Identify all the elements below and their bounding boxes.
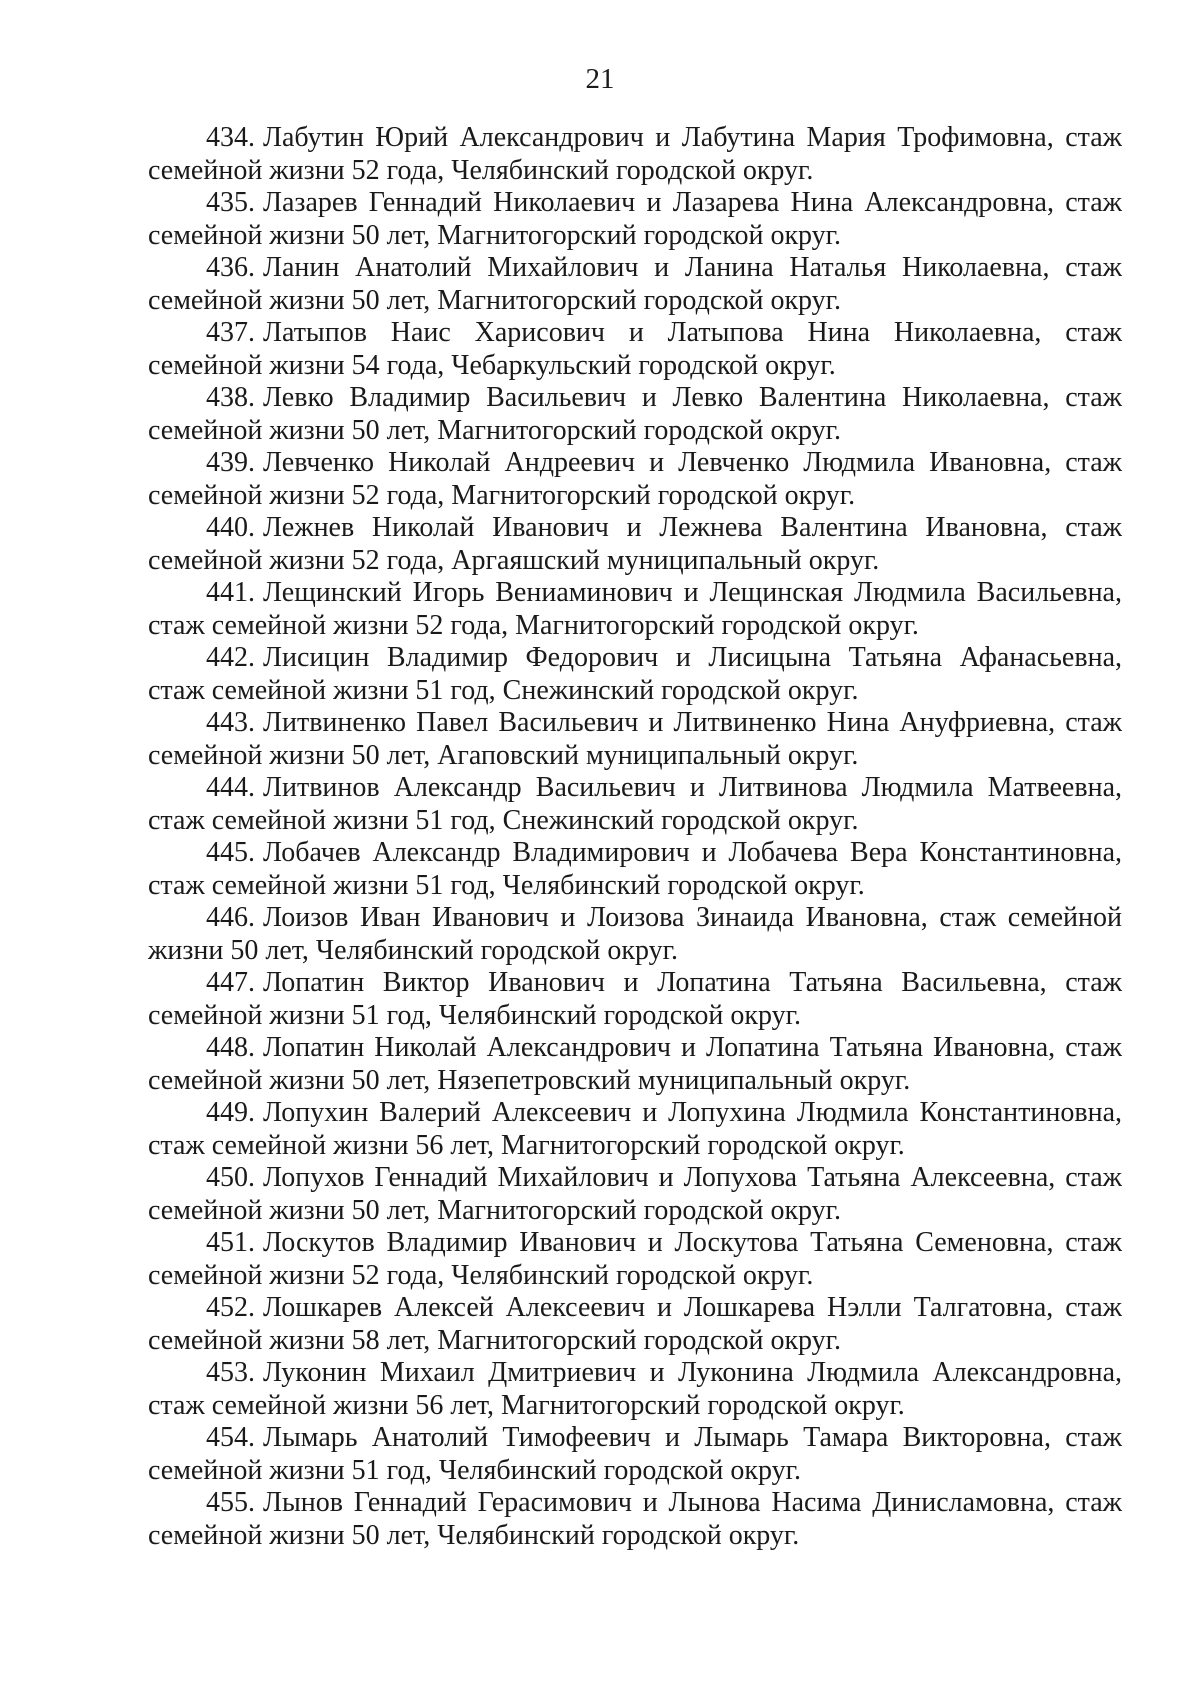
entry-text: Ланин Анатолий Михайлович и Ланина Наталья Николаевна, стаж семейной жизни 50 лет, Магнитогорский городской округ. xyxy=(148,252,1122,316)
list-item xyxy=(148,122,1122,187)
entry-text: Лынов Геннадий Герасимович и Лынова Насима Динисламовна, стаж семейной жизни 50 лет, Челябинский городской округ. xyxy=(148,1487,1122,1551)
entry-text: Литвинов Александр Васильевич и Литвинова Людмила Матвеевна, стаж семейной жизни 51 год, Снежинский городской округ. xyxy=(148,772,1122,836)
entry-number: 453. xyxy=(206,1357,255,1388)
entry-text: Лоизов Иван Иванович и Лоизова Зинаида Ивановна, стаж семейной жизни 50 лет, Челябинский городской округ. xyxy=(148,902,1122,966)
list-item xyxy=(148,447,1122,512)
entry-number: 448. xyxy=(206,1032,255,1063)
entry-number: 445. xyxy=(206,837,255,868)
entry-number: 444. xyxy=(206,772,255,803)
list-item xyxy=(148,902,1122,967)
entry-number: 434. xyxy=(206,122,255,153)
list-item xyxy=(148,512,1122,577)
list-item xyxy=(148,252,1122,317)
entry-number: 450. xyxy=(206,1162,255,1193)
entry-text: Левченко Николай Андреевич и Левченко Людмила Ивановна, стаж семейной жизни 52 года, Магнитогорский городской округ. xyxy=(148,447,1122,511)
entry-number: 441. xyxy=(206,577,255,608)
entry-number: 447. xyxy=(206,967,255,998)
list-item xyxy=(148,1422,1122,1487)
page-number: 21 xyxy=(585,63,615,95)
list-item xyxy=(148,1162,1122,1227)
entry-number: 439. xyxy=(206,447,255,478)
list-item xyxy=(148,317,1122,382)
entry-text: Лопатин Николай Александрович и Лопатина Татьяна Ивановна, стаж семейной жизни 50 лет, Нязепетровский муниципальный округ. xyxy=(148,1032,1122,1096)
entry-number: 443. xyxy=(206,707,255,738)
entry-text: Лобачев Александр Владимирович и Лобачева Вера Константиновна, стаж семейной жизни 51 год, Челябинский городской округ. xyxy=(148,837,1122,901)
entry-text: Луконин Михаил Дмитриевич и Луконина Людмила Александровна, стаж семейной жизни 56 лет, Магнитогорский городской округ. xyxy=(148,1357,1122,1421)
entry-number: 435. xyxy=(206,187,255,218)
list-item xyxy=(148,1292,1122,1357)
entry-list xyxy=(148,122,1122,1552)
entry-text: Лымарь Анатолий Тимофеевич и Лымарь Тамара Викторовна, стаж семейной жизни 51 год, Челябинский городской округ. xyxy=(148,1422,1122,1486)
entry-text: Лисицин Владимир Федорович и Лисицына Татьяна Афанасьевна, стаж семейной жизни 51 год, Снежинский городской округ. xyxy=(148,642,1122,706)
list-item xyxy=(148,1032,1122,1097)
list-item xyxy=(148,382,1122,447)
entry-number: 452. xyxy=(206,1292,255,1323)
entry-text: Левко Владимир Васильевич и Левко Валентина Николаевна, стаж семейной жизни 50 лет, Магнитогорский городской округ. xyxy=(148,382,1122,446)
list-item xyxy=(148,837,1122,902)
entry-text: Литвиненко Павел Васильевич и Литвиненко Нина Ануфриевна, стаж семейной жизни 50 лет, Агаповский муниципальный округ. xyxy=(148,707,1122,771)
entry-text: Латыпов Наис Харисович и Латыпова Нина Николаевна, стаж семейной жизни 54 года, Чебаркульский городской округ. xyxy=(148,317,1122,381)
list-item xyxy=(148,642,1122,707)
entry-text: Лошкарев Алексей Алексеевич и Лошкарева Нэлли Талгатовна, стаж семейной жизни 58 лет, Магнитогорский городской округ. xyxy=(148,1292,1122,1356)
entry-number: 454. xyxy=(206,1422,255,1453)
entry-number: 455. xyxy=(206,1487,255,1518)
list-item xyxy=(148,187,1122,252)
entry-number: 437. xyxy=(206,317,255,348)
list-item xyxy=(148,967,1122,1032)
list-item xyxy=(148,772,1122,837)
list-item xyxy=(148,577,1122,642)
entry-number: 436. xyxy=(206,252,255,283)
entry-text: Лопухов Геннадий Михайлович и Лопухова Татьяна Алексеевна, стаж семейной жизни 50 лет, Магнитогорский городской округ. xyxy=(148,1162,1122,1226)
entry-text: Лоскутов Владимир Иванович и Лоскутова Татьяна Семеновна, стаж семейной жизни 52 года, Челябинский городской округ. xyxy=(148,1227,1122,1291)
entry-number: 440. xyxy=(206,512,255,543)
list-item xyxy=(148,1487,1122,1552)
entry-number: 449. xyxy=(206,1097,255,1128)
entry-number: 438. xyxy=(206,382,255,413)
list-item xyxy=(148,707,1122,772)
list-item xyxy=(148,1357,1122,1422)
entry-number: 451. xyxy=(206,1227,255,1258)
entry-text: Лопатин Виктор Иванович и Лопатина Татьяна Васильевна, стаж семейной жизни 51 год, Челябинский городской округ. xyxy=(148,967,1122,1031)
list-item xyxy=(148,1097,1122,1162)
entry-number: 442. xyxy=(206,642,255,673)
entry-text: Лежнев Николай Иванович и Лежнева Валентина Ивановна, стаж семейной жизни 52 года, Аргаяшский муниципальный округ. xyxy=(148,512,1122,576)
entry-text: Лабутин Юрий Александрович и Лабутина Мария Трофимовна, стаж семейной жизни 52 года, Челябинский городской округ. xyxy=(148,122,1122,186)
list-item xyxy=(148,1227,1122,1292)
entry-number: 446. xyxy=(206,902,255,933)
entry-text: Лещинский Игорь Вениаминович и Лещинская Людмила Васильевна, стаж семейной жизни 52 года, Магнитогорский городской округ. xyxy=(148,577,1122,641)
entry-text: Лазарев Геннадий Николаевич и Лазарева Нина Александровна, стаж семейной жизни 50 лет, Магнитогорский городской округ. xyxy=(148,187,1122,251)
entry-text: Лопухин Валерий Алексеевич и Лопухина Людмила Константиновна, стаж семейной жизни 56 лет, Магнитогорский городской округ. xyxy=(148,1097,1122,1161)
